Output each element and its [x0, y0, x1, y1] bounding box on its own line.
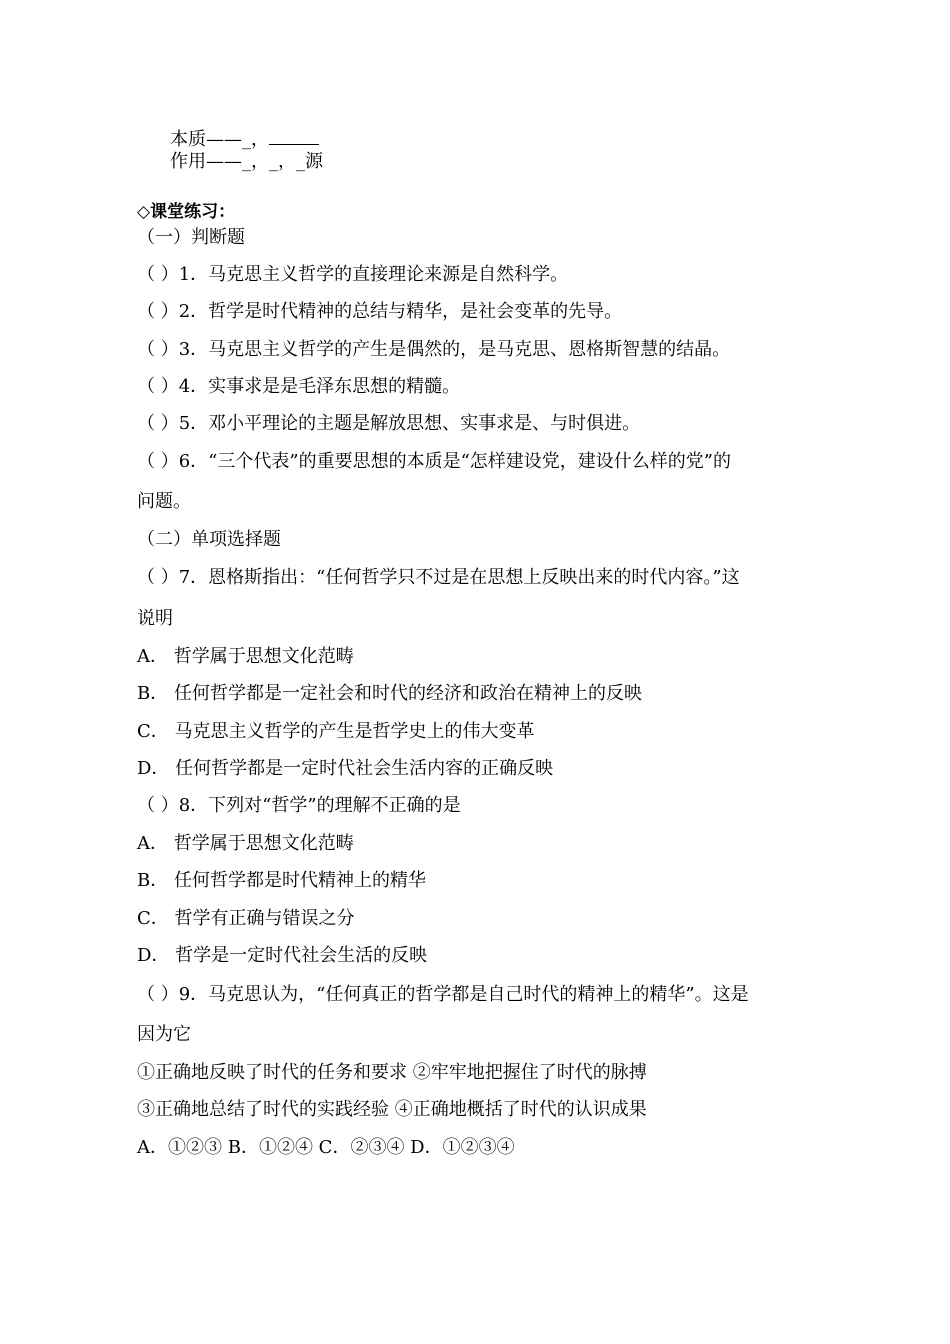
question-8-option: D． 哲学是一定时代社会生活的反映	[137, 945, 428, 966]
question-8-option: B． 任何哲学都是时代精神上的精华	[137, 870, 426, 891]
judgment-item: （ ）3．马克思主义哲学的产生是偶然的，是马克思、恩格斯智慧的结晶。	[137, 339, 731, 360]
judgment-item: （ ）6．“三个代表”的重要思想的本质是“怎样建设党，建设什么样的党”的	[137, 451, 731, 472]
question-8-stem: （ ）8．下列对“哲学”的理解不正确的是	[137, 795, 461, 816]
question-9-items: ③正确地总结了时代的实践经验 ④正确地概括了时代的认识成果	[137, 1099, 647, 1120]
question-7-option: C． 马克思主义哲学的产生是哲学史上的伟大变革	[137, 721, 535, 742]
question-7-option: A． 哲学属于思想文化范畴	[137, 646, 354, 667]
question-7-option: B． 任何哲学都是一定社会和时代的经济和政治在精神上的反映	[137, 683, 642, 704]
question-7-stem: （ ）7．恩格斯指出：“任何哲学只不过是在思想上反映出来的时代内容。”这	[137, 567, 740, 588]
function-line: 作用——_，_，_源	[170, 151, 323, 172]
section1-title: （一）判断题	[137, 227, 245, 248]
essence-label: 本质——_，	[170, 129, 269, 150]
judgment-item: （ ）5．邓小平理论的主题是解放思想、实事求是、与时俱进。	[137, 413, 641, 434]
question-8-option: C． 哲学有正确与错误之分	[137, 908, 355, 929]
question-9-choices: A．①②③ B．①②④ C．②③④ D．①②③④	[137, 1137, 515, 1158]
judgment-item: （ ）2．哲学是时代精神的总结与精华，是社会变革的先导。	[137, 301, 623, 322]
judgment-item: （ ）1．马克思主义哲学的直接理论来源是自然科学。	[137, 264, 569, 285]
question-7-option: D． 任何哲学都是一定时代社会生活内容的正确反映	[137, 758, 554, 779]
question-9-stem-cont: 因为它	[137, 1024, 191, 1045]
practice-heading: ◇课堂练习：	[137, 202, 236, 222]
question-7-stem-cont: 说明	[137, 608, 173, 629]
question-8-option: A． 哲学属于思想文化范畴	[137, 833, 354, 854]
question-9-stem: （ ）9．马克思认为，“任何真正的哲学都是自己时代的精神上的精华”。这是	[137, 984, 749, 1005]
question-9-items: ①正确地反映了时代的任务和要求 ②牢牢地把握住了时代的脉搏	[137, 1062, 647, 1083]
judgment-item-cont: 问题。	[137, 491, 191, 512]
essence-line	[170, 126, 319, 152]
essence-blank	[269, 126, 319, 145]
section2-title: （二）单项选择题	[137, 529, 281, 550]
judgment-item: （ ）4．实事求是是毛泽东思想的精髓。	[137, 376, 461, 397]
